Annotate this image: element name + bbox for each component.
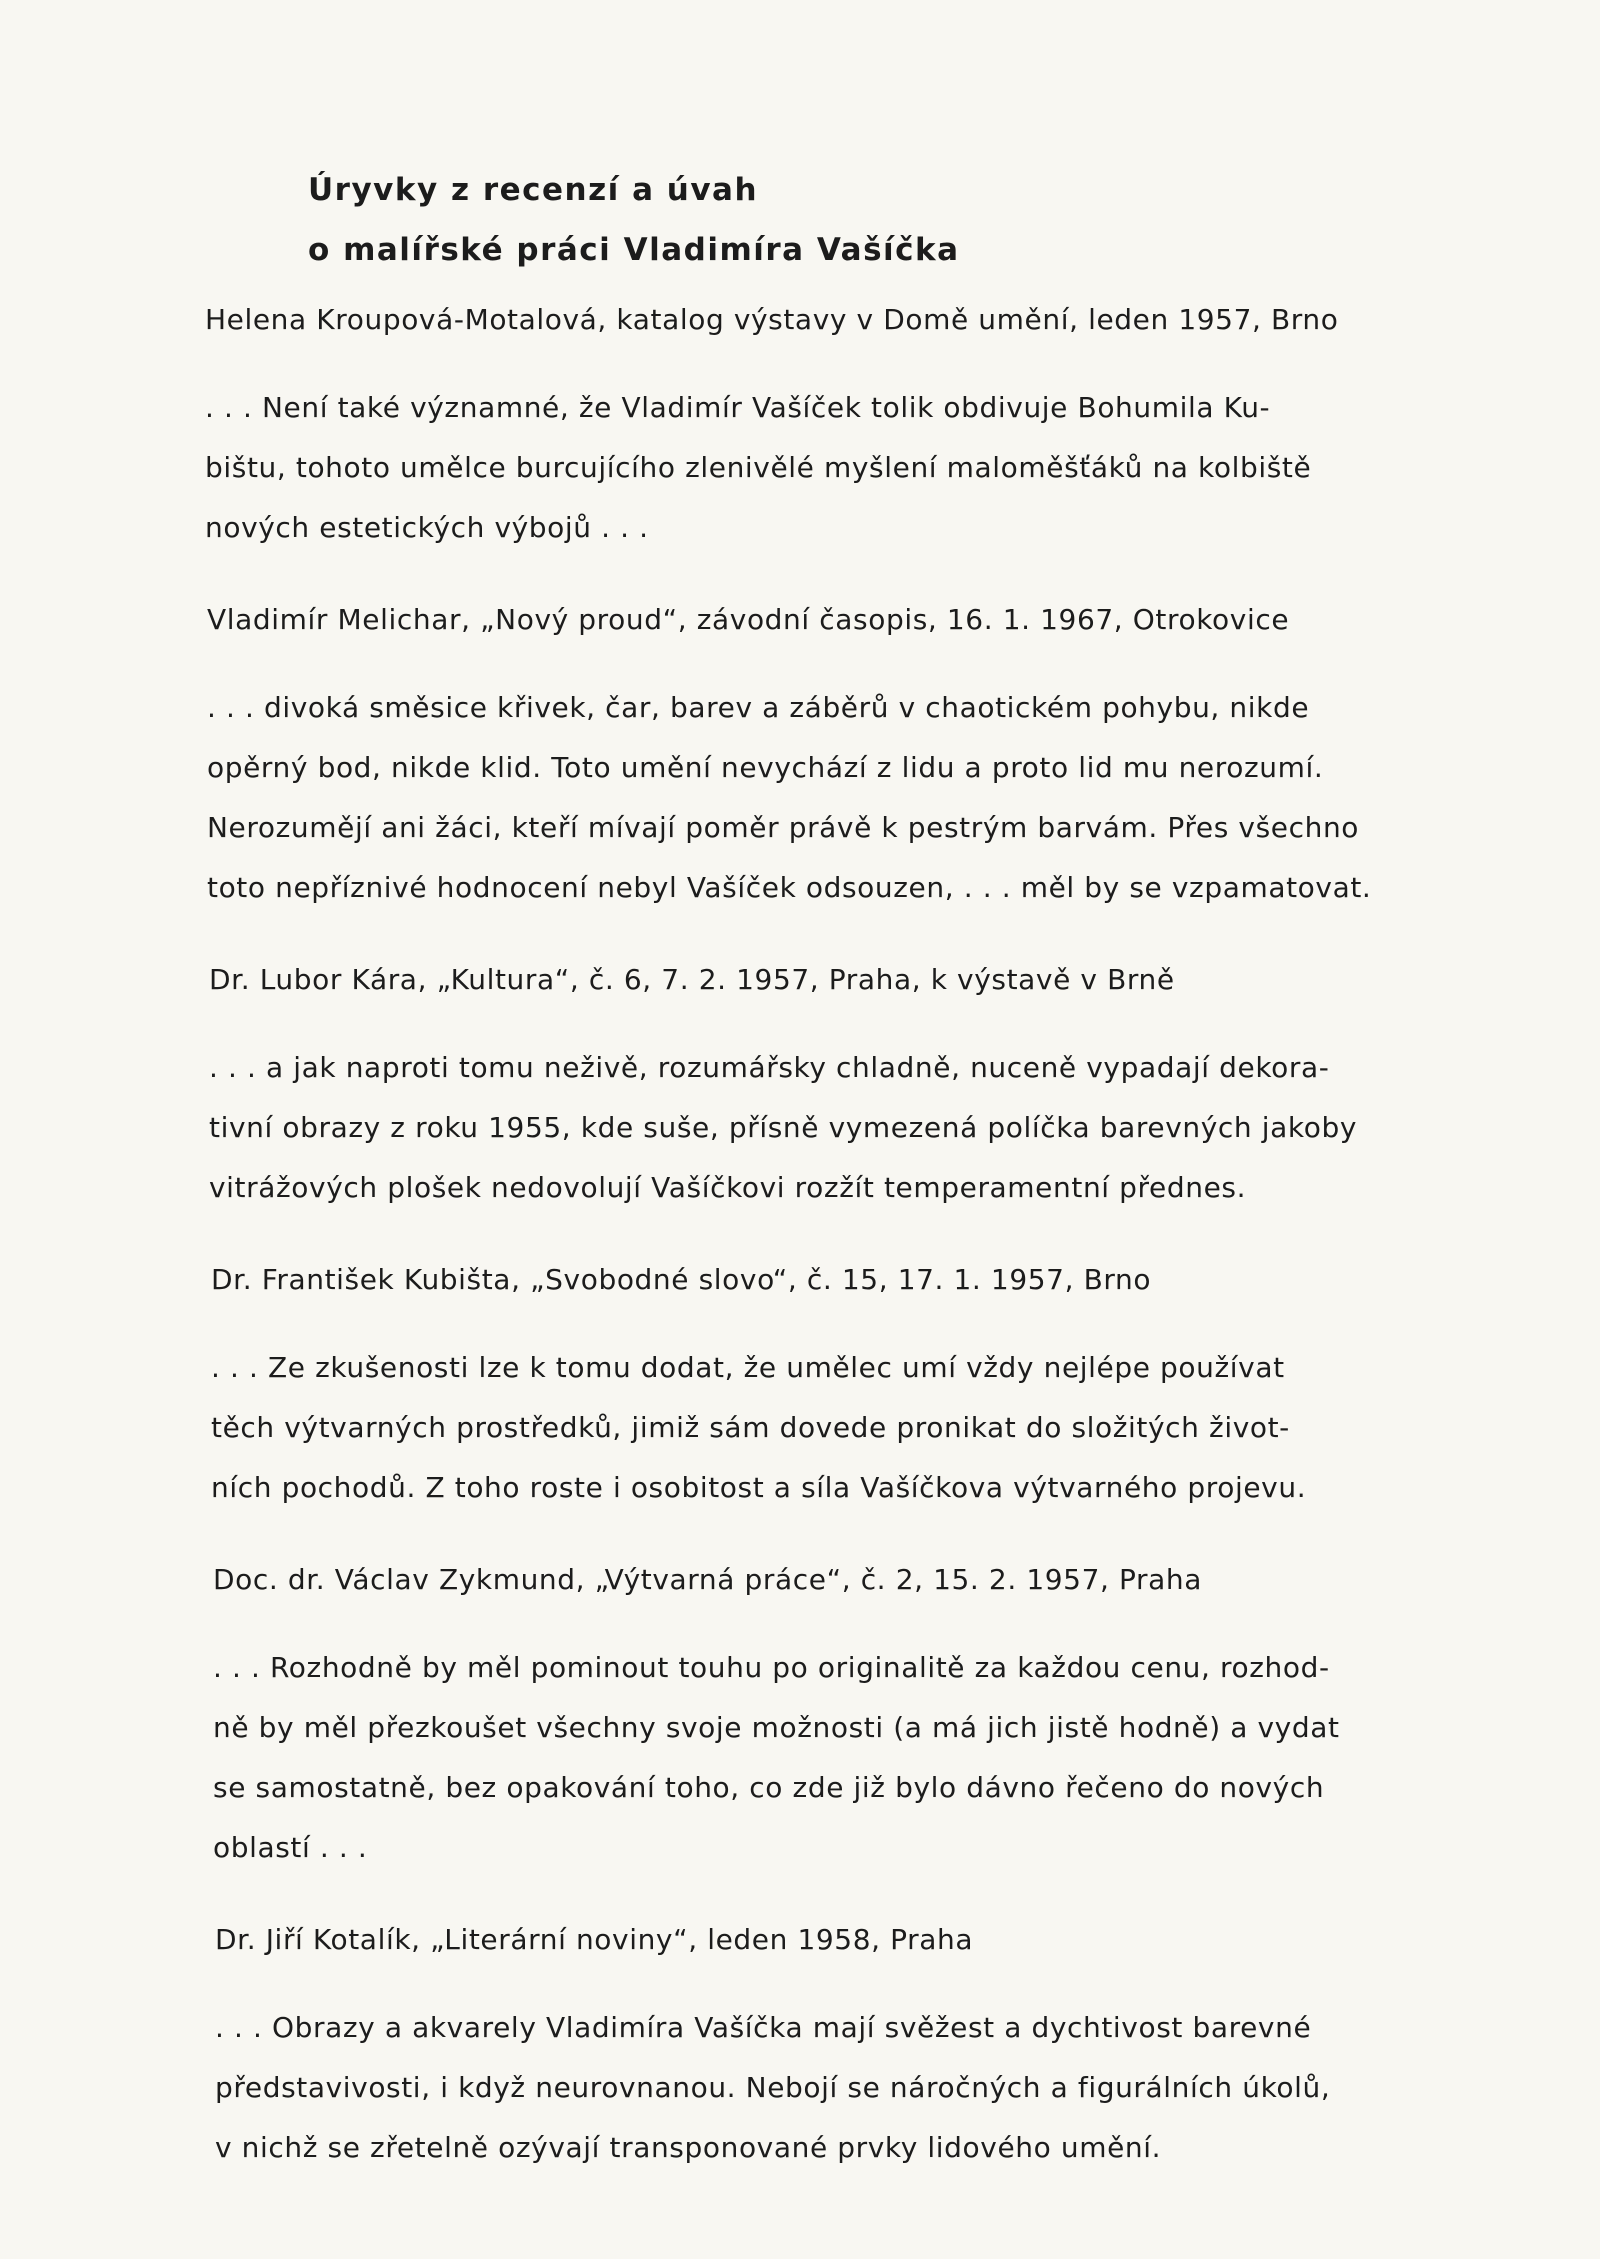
excerpt-line: . . . Ze zkušenosti lze k tomu dodat, že umělec umí vždy nejlépe používat — [211, 1351, 1285, 1384]
excerpt-line: . . . Není také významné, že Vladimír Vašíček tolik obdivuje Bohumila Ku- — [205, 391, 1271, 424]
review-excerpt — [205, 378, 1405, 558]
review-block — [213, 1560, 1405, 1878]
excerpt-line: oblastí . . . — [213, 1831, 368, 1864]
excerpt-line: představivosti, i když neurovnanou. Nebojí se náročných a figurálních úkolů, — [215, 2071, 1331, 2104]
excerpt-line: toto nepříznivé hodnocení nebyl Vašíček odsouzen, . . . měl by se vzpamatovat. — [207, 871, 1372, 904]
excerpt-line: vitrážových plošek nedovolují Vašíčkovi rozžít temperamentní přednes. — [209, 1171, 1247, 1204]
excerpt-line: . . . Rozhodně by měl pominout touhu po originalitě za každou cenu, rozhod- — [213, 1651, 1330, 1684]
reviews-list — [205, 300, 1405, 2220]
review-source: Helena Kroupová-Motalová, katalog výstavy v Domě umění, leden 1957, Brno — [205, 303, 1339, 336]
review-excerpt — [215, 1998, 1405, 2178]
review-block — [209, 960, 1405, 1218]
review-block — [205, 300, 1405, 558]
excerpt-line: se samostatně, bez opakování toho, co zde již bylo dávno řečeno do nových — [213, 1771, 1325, 1804]
excerpt-line: . . . divoká směsice křivek, čar, barev a záběrů v chaotickém pohybu, nikde — [207, 691, 1310, 724]
title-line-2: o malířské práci Vladimíra Vašíčka — [308, 232, 960, 268]
review-block — [211, 1260, 1405, 1518]
excerpt-line: Nerozumějí ani žáci, kteří mívají poměr právě k pestrým barvám. Přes všechno — [207, 811, 1360, 844]
review-excerpt — [209, 1038, 1405, 1218]
review-excerpt — [213, 1638, 1405, 1878]
excerpt-line: opěrný bod, nikde klid. Toto umění nevychází z lidu a proto lid mu nerozumí. — [207, 751, 1324, 784]
excerpt-line: bištu, tohoto umělce burcujícího zlenivělé myšlení maloměšťáků na kolbiště — [205, 451, 1312, 484]
excerpt-line: . . . Obrazy a akvarely Vladimíra Vašíčka mají svěžest a dychtivost barevné — [215, 2011, 1312, 2044]
review-source: Doc. dr. Václav Zykmund, „Výtvarná práce“, č. 2, 15. 2. 1957, Praha — [213, 1563, 1202, 1596]
excerpt-line: těch výtvarných prostředků, jimiž sám dovede pronikat do složitých život- — [211, 1411, 1290, 1444]
excerpt-line: nových estetických výbojů . . . — [205, 511, 649, 544]
title-line-1: Úryvky z recenzí a úvah — [308, 172, 759, 208]
review-source: Vladimír Melichar, „Nový proud“, závodní časopis, 16. 1. 1967, Otrokovice — [207, 603, 1290, 636]
review-block — [207, 600, 1405, 918]
review-source: Dr. František Kubišta, „Svobodné slovo“, č. 15, 17. 1. 1957, Brno — [211, 1263, 1152, 1296]
excerpt-line: v nichž se zřetelně ozývají transponované prvky lidového umění. — [215, 2131, 1162, 2164]
review-block — [215, 1920, 1405, 2178]
review-source: Dr. Lubor Kára, „Kultura“, č. 6, 7. 2. 1957, Praha, k výstavě v Brně — [209, 963, 1175, 996]
review-excerpt — [207, 678, 1405, 918]
excerpt-line: tivní obrazy z roku 1955, kde suše, přísně vymezená políčka barevných jakoby — [209, 1111, 1357, 1144]
excerpt-line: ně by měl přezkoušet všechny svoje možnosti (a má jich jistě hodně) a vydat — [213, 1711, 1340, 1744]
page-title — [308, 160, 1408, 280]
review-excerpt — [211, 1338, 1405, 1518]
excerpt-line: ních pochodů. Z toho roste i osobitost a síla Vašíčkova výtvarného projevu. — [211, 1471, 1307, 1504]
excerpt-line: . . . a jak naproti tomu neživě, rozumářsky chladně, nuceně vypadají dekora- — [209, 1051, 1330, 1084]
review-source: Dr. Jiří Kotalík, „Literární noviny“, leden 1958, Praha — [215, 1923, 974, 1956]
